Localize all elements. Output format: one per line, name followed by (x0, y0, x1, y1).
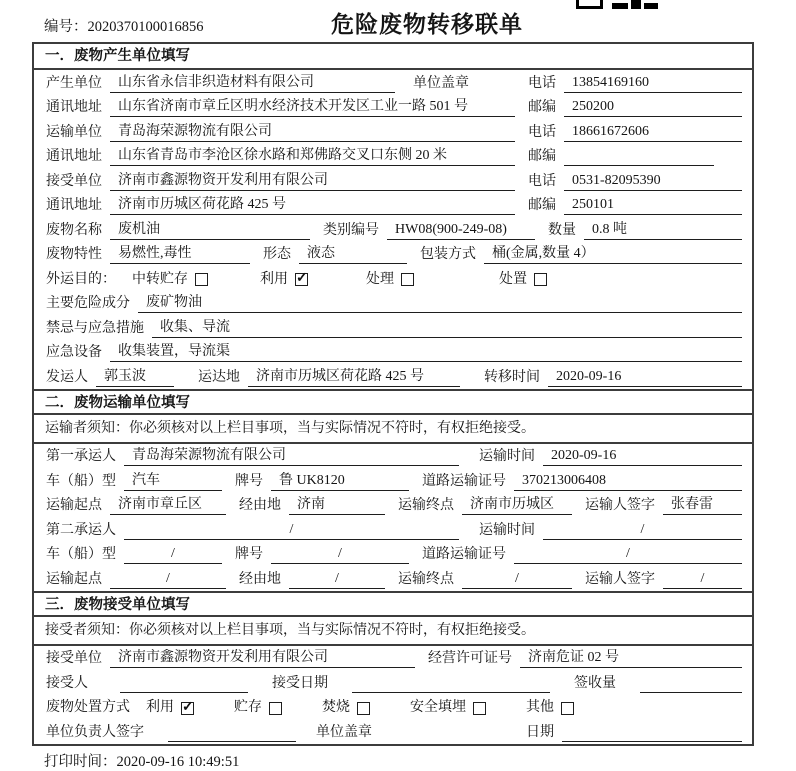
transporter-address-value: 山东省青岛市李沧区徐水路和郑佛路交叉口东侧 20 米 (110, 147, 515, 166)
date-value (562, 724, 742, 742)
purpose-option-dispose (499, 271, 547, 289)
receiver-address-value: 济南市历城区荷花路 425 号 (110, 196, 515, 215)
purpose-option-label: 处理 (366, 271, 394, 287)
producer-phone-value: 13854169160 (564, 74, 742, 93)
accepting-unit-value: 济南市鑫源物资开发利用有限公司 (110, 649, 415, 668)
disposal-option-label: 安全填埋 (410, 700, 466, 715)
form-number-value: 2020370100016856 (87, 19, 204, 35)
disposal-option-label: 利用 (146, 700, 174, 715)
waste-form-label: 形态 (263, 247, 291, 262)
road-permit1-label: 道路运输证号 (422, 473, 506, 489)
transporter-value: 青岛海荣源物流有限公司 (110, 123, 515, 142)
route2-via-value: / (289, 570, 385, 589)
producer-value: 山东省永信非织造材料有限公司 (110, 74, 395, 93)
checkbox-checked-icon (295, 273, 308, 286)
route1-via-label: 经由地 (239, 498, 281, 513)
disposal-option-landfill (410, 699, 486, 717)
unit-seal-label: 单位盖章 (413, 75, 469, 91)
route1-start-label: 运输起点 (46, 498, 102, 513)
producer-phone-label: 电话 (528, 75, 556, 91)
qr-code-fragment-icon (576, 0, 658, 9)
route2-sign-label: 运输人签字 (585, 571, 655, 587)
receiver-phone-label: 电话 (528, 173, 556, 189)
row-transfer-purpose (34, 266, 752, 291)
row-producer-address (34, 95, 752, 120)
disposal-method-label: 废物处置方式 (46, 700, 130, 715)
row-waste-traits (34, 242, 752, 267)
receiver-phone-value: 0531-82095390 (564, 172, 742, 191)
row-transporter (34, 119, 752, 144)
plate2-label: 牌号 (235, 547, 263, 562)
form-number-label: 编号： (44, 19, 88, 35)
row-first-carrier (34, 444, 752, 469)
transfer-time-value: 2020-09-16 (548, 368, 742, 387)
date-label: 日期 (526, 724, 554, 740)
section1-header: 一．废物产生单位填写 (34, 44, 752, 70)
receiver-zip-label: 邮编 (528, 198, 556, 213)
print-time-label: 打印时间： (44, 754, 117, 770)
first-carrier-value: 青岛海荣源物流有限公司 (124, 447, 459, 466)
waste-form-value: 液态 (299, 245, 407, 264)
print-time-value: 2020-09-16 10:49:51 (116, 754, 240, 770)
row-receiver-address (34, 193, 752, 218)
route2-end-value: / (462, 570, 572, 589)
transport-time1-label: 运输时间 (479, 449, 535, 464)
vehicle-type2-label: 车（船）型 (46, 547, 116, 562)
row-second-carrier (34, 517, 752, 542)
purpose-option-treat (366, 271, 414, 289)
taboo-measures-label: 禁忌与应急措施 (46, 320, 144, 336)
main-hazard-value: 废矿物油 (138, 294, 742, 313)
row-receiver (34, 168, 752, 193)
receiver-address-label: 通讯地址 (46, 198, 102, 213)
receiver-label: 接受单位 (46, 173, 102, 189)
route2-start-value: / (110, 570, 226, 589)
disposal-option-storage (234, 699, 282, 717)
checkbox-icon (195, 273, 208, 286)
waste-traits-label: 废物特性 (46, 247, 102, 262)
receiver-zip-value: 250101 (564, 196, 742, 215)
checkbox-icon (473, 702, 486, 715)
packaging-value: 桶(金属,数量 4） (484, 245, 742, 264)
route2-via-label: 经由地 (239, 571, 281, 587)
row-main-hazard (34, 291, 752, 316)
transporter-zip-label: 邮编 (528, 149, 556, 164)
route1-sign-value: 张春雷 (663, 496, 742, 515)
shipper-value: 郭玉波 (96, 368, 174, 387)
checkbox-icon (561, 702, 574, 715)
disposal-option-label: 其他 (526, 700, 554, 715)
disposal-option-other (526, 699, 574, 717)
row-shipper (34, 364, 752, 389)
accept-date-value (352, 675, 550, 693)
second-carrier-label: 第二承运人 (46, 522, 116, 538)
transporter-phone-label: 电话 (528, 124, 556, 140)
checkbox-icon (269, 702, 282, 715)
packaging-label: 包装方式 (420, 247, 476, 262)
accept-date-label: 接受日期 (272, 675, 328, 691)
row-route2 (34, 566, 752, 591)
row-producer (34, 70, 752, 95)
receiver-notice: 接受者须知：你必须核对以上栏目事项，当与实际情况不符时，有权拒绝接受。 (34, 617, 752, 646)
row-emergency-equipment (34, 340, 752, 365)
responsible-signature-label: 单位负责人签字 (46, 724, 144, 740)
route1-sign-label: 运输人签字 (585, 498, 655, 513)
plate1-label: 牌号 (235, 473, 263, 489)
transport-time2-value: / (543, 521, 742, 540)
row-responsible-signature (34, 719, 752, 744)
producer-address-value: 山东省济南市章丘区明水经济技术开发区工业一路 501 号 (110, 98, 515, 117)
route1-end-value: 济南市历城区 (462, 496, 572, 515)
license-value: 济南危证 02 号 (520, 649, 742, 668)
disposal-option-utilize (146, 699, 194, 717)
waste-quantity-value: 0.8 吨 (584, 221, 742, 240)
purpose-label: 外运目的： (46, 271, 116, 287)
emergency-equipment-label: 应急设备 (46, 345, 102, 360)
waste-name-value: 废机油 (110, 221, 310, 240)
unit-seal-label: 单位盖章 (316, 724, 372, 740)
checkbox-icon (357, 702, 370, 715)
section3-header: 三．废物接受单位填写 (34, 591, 752, 617)
road-permit1-value: 370213006408 (514, 472, 742, 491)
waste-category-value: HW08(900-249-08) (387, 221, 535, 240)
emergency-equipment-value: 收集装置，导流渠 (110, 343, 742, 362)
disposal-option-label: 贮存 (234, 700, 262, 715)
waste-name-label: 废物名称 (46, 222, 102, 238)
row-waste-name (34, 217, 752, 242)
receiver-value: 济南市鑫源物资开发利用有限公司 (110, 172, 515, 191)
acceptor-value (120, 675, 248, 693)
license-label: 经营许可证号 (428, 651, 512, 666)
transporter-label: 运输单位 (46, 124, 102, 140)
vehicle-type2-value: / (124, 545, 222, 564)
transporter-notice: 运输者须知：你必须核对以上栏目事项，当与实际情况不符时，有权拒绝接受。 (34, 415, 752, 444)
road-permit2-value: / (514, 545, 742, 564)
row-route1 (34, 493, 752, 518)
waste-category-label: 类别编号 (323, 222, 379, 238)
destination-label: 运达地 (198, 369, 240, 385)
purpose-option-utilize (260, 271, 308, 289)
taboo-measures-value: 收集、导流 (152, 319, 742, 338)
disposal-option-incinerate (322, 699, 370, 717)
purpose-option-transit-storage (132, 271, 208, 289)
producer-address-label: 通讯地址 (46, 100, 102, 115)
checkbox-icon (401, 273, 414, 286)
producer-zip-value: 250200 (564, 98, 742, 117)
vehicle-type1-value: 汽车 (124, 472, 222, 491)
route1-via-value: 济南 (289, 496, 385, 515)
shipper-label: 发运人 (46, 369, 88, 385)
waste-traits-value: 易燃性,毒性 (110, 245, 250, 264)
route1-start-value: 济南市章丘区 (110, 496, 226, 515)
vehicle-type1-label: 车（船）型 (46, 473, 116, 489)
form-number (44, 15, 204, 36)
row-acceptor (34, 670, 752, 695)
transporter-phone-value: 18661672606 (564, 123, 742, 142)
row-transporter-address (34, 144, 752, 169)
plate2-value: / (271, 545, 409, 564)
document-header (0, 0, 796, 42)
transfer-time-label: 转移时间 (484, 369, 540, 385)
row-taboo-measures (34, 315, 752, 340)
transport-time2-label: 运输时间 (479, 522, 535, 538)
row-accepting-unit (34, 646, 752, 671)
section2-header: 二．废物运输单位填写 (34, 389, 752, 415)
row-disposal-method (34, 695, 752, 720)
row-vehicle2 (34, 542, 752, 567)
main-hazard-label: 主要危险成分 (46, 296, 130, 311)
first-carrier-label: 第一承运人 (46, 449, 116, 464)
waste-quantity-label: 数量 (548, 222, 576, 238)
route2-start-label: 运输起点 (46, 571, 102, 587)
producer-zip-label: 邮编 (528, 100, 556, 115)
transporter-address-label: 通讯地址 (46, 149, 102, 164)
signed-quantity-value (640, 675, 742, 693)
disposal-option-label: 焚烧 (322, 700, 350, 715)
purpose-option-label: 利用 (260, 271, 288, 287)
transporter-zip-value (564, 148, 714, 166)
signed-quantity-label: 签收量 (574, 675, 616, 691)
road-permit2-label: 道路运输证号 (422, 547, 506, 562)
purpose-option-label: 处置 (499, 271, 527, 287)
second-carrier-value: / (124, 521, 459, 540)
route2-sign-value: / (663, 570, 742, 589)
checkbox-checked-icon (181, 702, 194, 715)
producer-label: 产生单位 (46, 75, 102, 91)
purpose-option-label: 中转贮存 (132, 271, 188, 287)
accepting-unit-label: 接受单位 (46, 651, 102, 666)
responsible-signature-value (168, 724, 296, 742)
route2-end-label: 运输终点 (398, 571, 454, 587)
checkbox-icon (534, 273, 547, 286)
form-box (32, 42, 754, 746)
row-vehicle1 (34, 468, 752, 493)
acceptor-label: 接受人 (46, 675, 88, 691)
transport-time1-value: 2020-09-16 (543, 447, 742, 466)
plate1-value: 鲁 UK8120 (271, 472, 409, 491)
destination-value: 济南市历城区荷花路 425 号 (248, 368, 460, 387)
route1-end-label: 运输终点 (398, 498, 454, 513)
page-title: 危险废物转移联单 (331, 12, 523, 37)
